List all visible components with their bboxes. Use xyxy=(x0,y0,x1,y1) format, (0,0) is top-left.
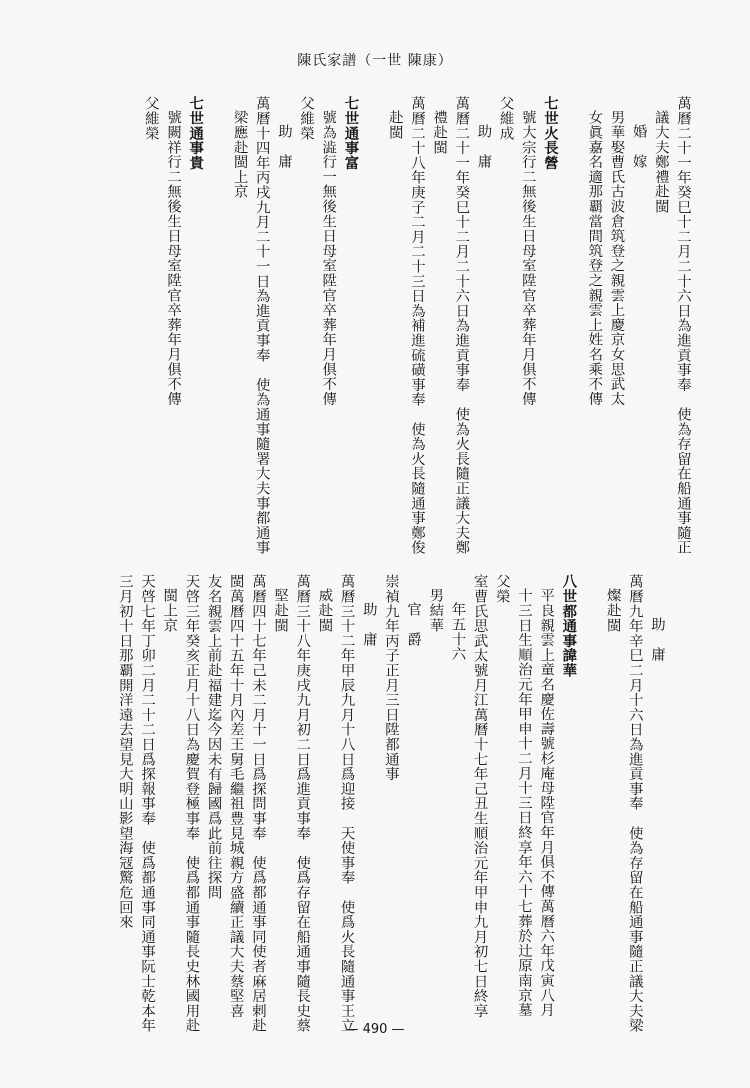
text-line: 萬曆十四年丙戌九月二十一日為進貢事奉 使為通事隨署大夫事都通事 xyxy=(253,96,270,555)
text-line: 閩萬曆四十五年十月內差王舅毛繼祖豊見城親方盛續正議大夫蔡堅喜 xyxy=(227,574,244,1018)
text-line xyxy=(579,574,601,1019)
section-heading: 七世火長營 xyxy=(541,96,559,170)
text-line: 官 爵 xyxy=(405,602,422,647)
text-line: 梁應赴閩上京 xyxy=(231,110,248,199)
text-line: 燦赴閩 xyxy=(604,588,621,633)
text-line: 助 庸 xyxy=(275,124,292,169)
text-line: 父維成 xyxy=(497,96,514,141)
text-line: 威赴閩 xyxy=(316,588,333,633)
text-line: 赴閩 xyxy=(386,110,403,140)
text-line: 議大夫鄭禮赴閩 xyxy=(652,110,669,214)
text-line: 天啓七年丁卯二月二十二日爲探報事奉 使爲都通事同通事阮士乾本年 xyxy=(139,574,156,1033)
text-line: 號為澁行一無後生日母室陞官卒葬年月俱不傳 xyxy=(320,110,337,406)
text-line: 萬曆二十一年癸巳十二月二十六日為進貢事奉 使為存留在船通事隨正 xyxy=(675,96,691,555)
text-line: 禮赴閩 xyxy=(431,110,448,155)
text-line: 男華娶曹氏古波倉筑登之親雲上慶京女思武太 xyxy=(608,110,625,406)
text-line: 年五十六 xyxy=(449,602,466,662)
text-line xyxy=(361,96,383,536)
section-heading: 八世都通事諱華 xyxy=(560,574,578,678)
text-line: 堅赴閩 xyxy=(272,588,289,633)
text-line: 崇禎九年丙子正月三日陞都通事 xyxy=(382,574,399,782)
text-line: 婚 嫁 xyxy=(630,124,647,169)
text-line: 男結華 xyxy=(427,588,444,633)
text-line xyxy=(206,96,228,536)
text-line: 萬曆三十八年庚戌九月初二日爲進貢事奉 使爲存留在船通事隨長史蔡 xyxy=(294,574,311,1033)
text-line: 萬曆三十二年甲辰九月十八日爲迎接 天使事奉 使爲火長隨通事王立 xyxy=(338,574,355,1033)
text-line: 友名親雲上前赴福建迄今因未有歸國爲此前往探問 xyxy=(205,574,222,900)
text-line: 父榮 xyxy=(493,574,510,604)
text-line: 助 庸 xyxy=(360,602,377,647)
text-line: 天啓三年癸亥正月十八日為慶賀登極事奉 使爲都通事隨長史林國用赴 xyxy=(183,574,200,1033)
text-line: 助 庸 xyxy=(649,617,665,662)
upper-text-block xyxy=(140,96,694,555)
text-line: 助 庸 xyxy=(475,124,492,169)
text-line: 號大宗行二無後生日母室陞官卒葬年月俱不傳 xyxy=(519,110,536,406)
section-heading: 七世通事富 xyxy=(342,96,360,170)
text-line: 萬曆二十一年癸巳十二月二十六日為進貢事奉 使為火長隨正議大夫鄭 xyxy=(453,96,470,555)
text-line: 女眞嘉名適那覇當間筑登之親雲上姓名乘不傳 xyxy=(586,110,603,406)
text-line: 父維榮 xyxy=(298,96,315,141)
text-line xyxy=(561,96,583,536)
text-line: 室曹氏思武太號月江萬曆十七年己丑生順治元年甲申九月初七日終享 xyxy=(471,574,488,1018)
text-line: 萬曆二十八年庚子二月二十三日為補進硫磺事奉 使為火長隨通事鄭俊 xyxy=(408,96,425,555)
page-header: 陳氏家譜（一世 陳康） xyxy=(297,53,453,69)
text-line: 平良親雲上童名慶佐壽號杉庵母陞官年月俱不傳萬曆六年戊寅八月 xyxy=(538,588,555,1018)
text-line: 父維榮 xyxy=(142,96,159,141)
text-line: 十三日生順治元年甲申十二月十三日終享年六十七葬於辻原南京墓 xyxy=(515,588,532,1018)
text-line: 萬曆九年辛巳二月十六日為進貢事奉 使為存留在船通事隨正議大夫梁 xyxy=(626,574,643,1033)
text-line: 閩上京 xyxy=(161,588,178,633)
page-number: — 490 — xyxy=(345,1022,405,1037)
text-line: 號闕祥行二無後生日母室陞官卒葬年月俱不傳 xyxy=(165,110,182,406)
text-line: 萬曆四十七年己未二月十一日爲探問事奉 使爲都通事同使者麻居剌赴 xyxy=(249,574,266,1033)
section-heading: 七世通事貴 xyxy=(187,96,205,170)
text-line: 三月初十日那覇開洋遠去望見大明山影望海冦驚危回來 xyxy=(116,574,133,930)
